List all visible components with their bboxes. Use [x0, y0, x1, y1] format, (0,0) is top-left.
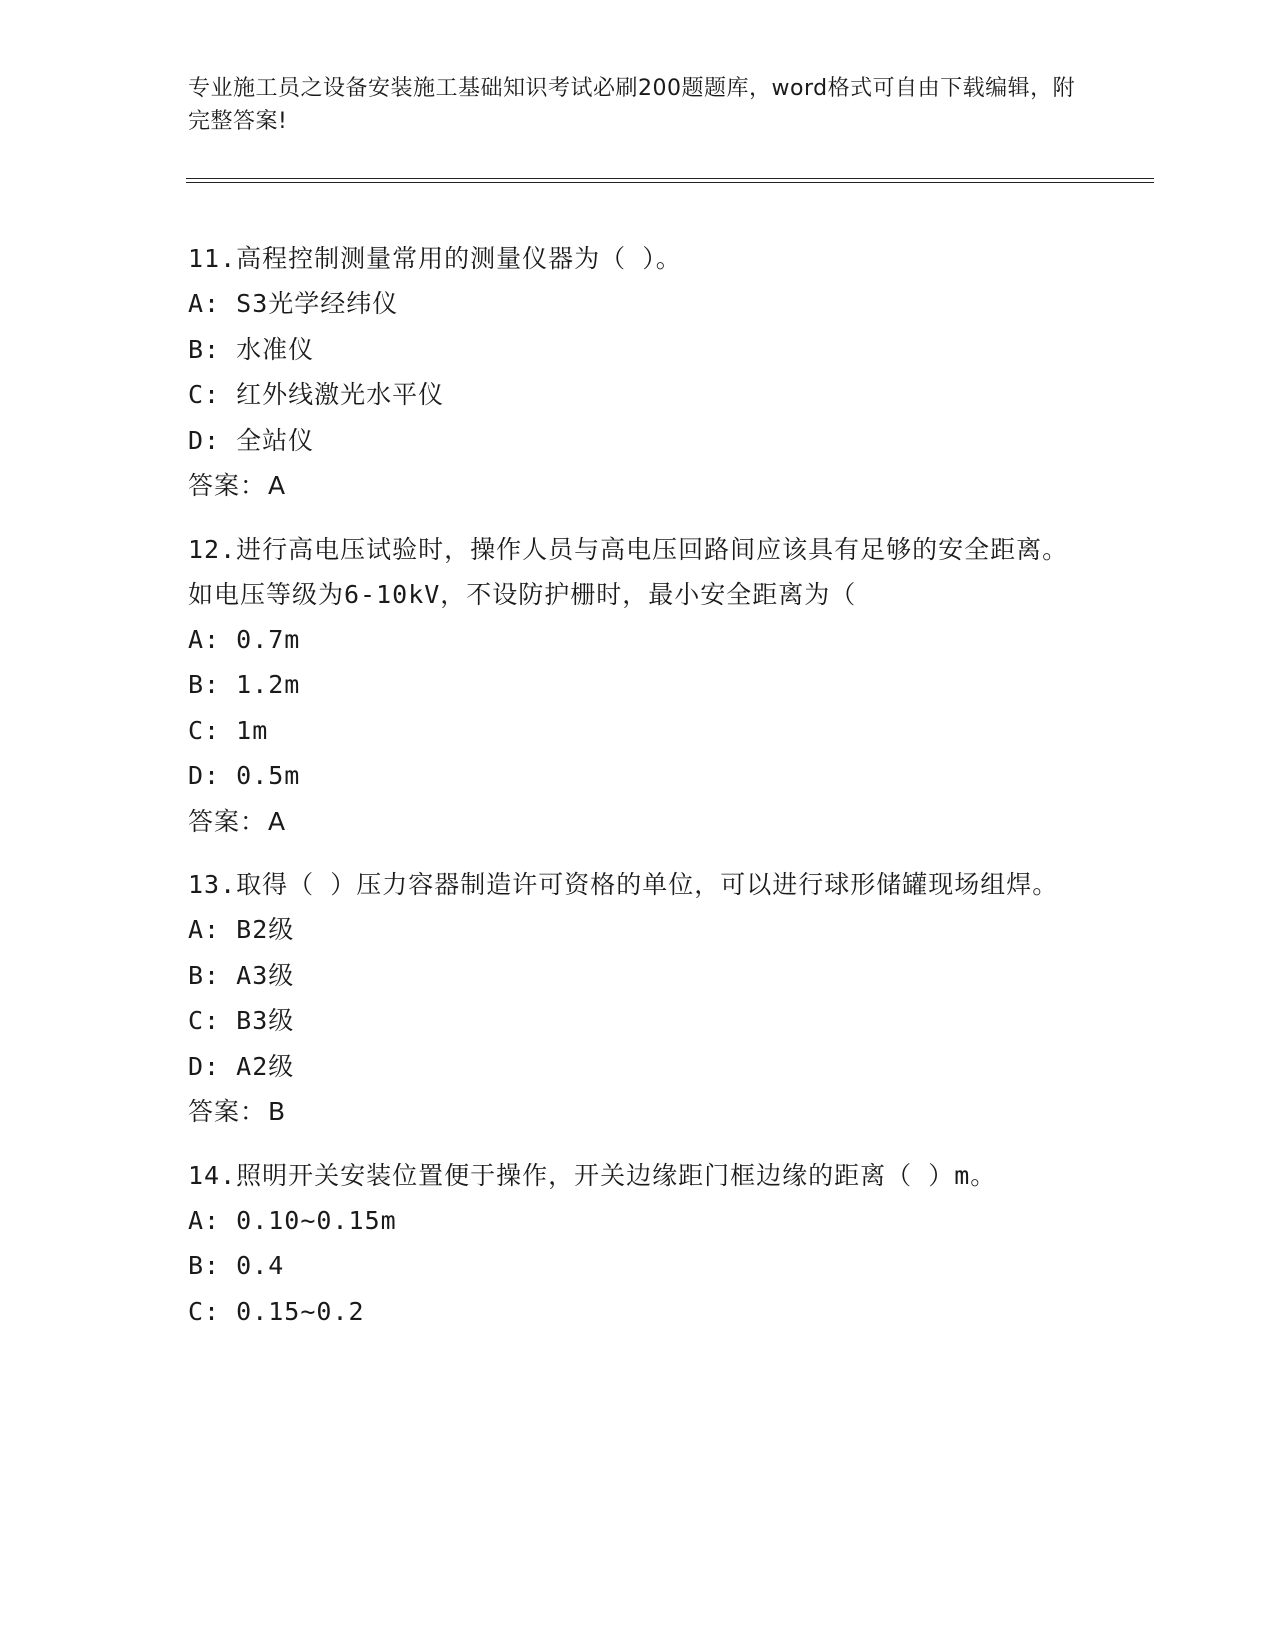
answer-value: B: [268, 1097, 287, 1126]
answer-label: 答案：: [188, 806, 267, 836]
question-12: [188, 527, 1088, 845]
question-14: [188, 1153, 1088, 1335]
document-header: 专业施工员之设备安装施工基础知识考试必刷200题题库，word格式可自由下载编辑，附完整答案!: [188, 76, 1076, 134]
option-c: C: B3级: [188, 1006, 295, 1035]
option-a: A: 0.10~0.15m: [188, 1205, 397, 1235]
option-d: D: 0.5m: [188, 761, 301, 790]
question-list: [188, 236, 1088, 1352]
question-13: [188, 862, 1088, 1135]
option-c: C: 0.15~0.2: [188, 1296, 365, 1326]
header-divider: [186, 178, 1154, 183]
option-d: D: A2级: [188, 1051, 295, 1081]
option-b: B: A3级: [188, 960, 295, 990]
option-a: A: B2级: [188, 915, 295, 944]
option-d: D: 全站仪: [188, 425, 315, 455]
question-text: 11.高程控制测量常用的测量仪器为（ ）。: [188, 244, 682, 273]
answer-line: [188, 1089, 1088, 1135]
answer-line: [188, 463, 1088, 509]
answer-line: [188, 799, 1088, 845]
question-text: 14.照明开关安装位置便于操作，开关边缘距门框边缘的距离（ ）m。: [188, 1160, 997, 1190]
answer-label: 答案：: [188, 1097, 267, 1126]
option-c: C: 红外线激光水平仪: [188, 380, 445, 409]
option-b: B: 水准仪: [188, 334, 315, 364]
option-b: B: 1.2m: [188, 670, 301, 699]
question-text: 13.取得（ ）压力容器制造许可资格的单位，可以进行球形储罐现场组焊。: [188, 870, 1059, 899]
option-a: A: S3光学经纬仪: [188, 289, 399, 318]
option-a: A: 0.7m: [188, 624, 301, 654]
question-11: [188, 236, 1088, 509]
answer-value: A: [268, 806, 287, 836]
question-text: 12.进行高电压试验时，操作人员与高电压回路间应该具有足够的安全距离。如电压等级为6-10kV，不设防护栅时，最小安全距离为（: [188, 534, 1069, 609]
option-b: B: 0.4: [188, 1251, 285, 1280]
option-c: C: 1m: [188, 715, 269, 745]
answer-label: 答案：: [188, 471, 267, 500]
answer-value: A: [268, 471, 287, 500]
